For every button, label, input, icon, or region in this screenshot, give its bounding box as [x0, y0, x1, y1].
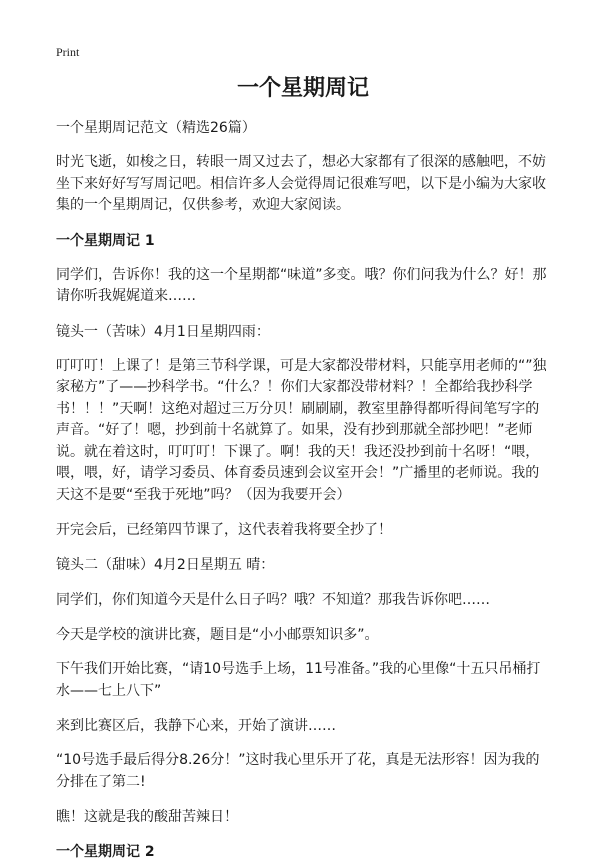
- paragraph: “10号选手最后得分8.26分！”这时我心里乐开了花，真是无法形容！因为我的分排在了第二!: [56, 752, 540, 790]
- page-title: 一个星期周记: [236, 76, 369, 101]
- paragraph: 今天是学校的演讲比赛，题目是“小小邮票知识多”。: [56, 627, 379, 643]
- paragraph: 瞧！这就是我的酸甜苦辣日！: [56, 809, 238, 825]
- section-heading-1: 一个星期周记 1: [56, 232, 155, 249]
- scene-heading: 镜头一（苦味）4月1日星期四雨：: [56, 323, 270, 340]
- paragraph: 来到比赛区后，我静下心来，开始了演讲……: [56, 718, 336, 734]
- print-link[interactable]: Print: [56, 45, 80, 59]
- scene-heading: 镜头二（甜味）4月2日星期五 晴：: [56, 557, 275, 573]
- intro-paragraph: 时光飞逝，如梭之日，转眼一周又过去了，想必大家都有了很深的感触吧，不妨坐下来好好写写周记吧。相信许多人会觉得周记很难写吧，以下是小编为大家收集的一个星期周记，仅供参考，欢迎大家阅读。: [56, 154, 546, 213]
- paragraph: 同学们，你们知道今天是什么日子吗？哦？不知道？那我告诉你吧……: [56, 592, 490, 608]
- section-heading-2: 一个星期周记 2: [56, 844, 155, 860]
- paragraph: 开完会后，已经第四节课了，这代表着我将要全抄了！: [56, 522, 392, 538]
- paragraph: 同学们，告诉你！我的这一个星期都“味道”多变。哦？你们问我为什么？好！那请你听我娓娓道来……: [56, 266, 547, 304]
- document-subtitle: 一个星期周记范文（精选26篇）: [56, 120, 256, 136]
- paragraph: 叮叮叮！上课了！是第三节科学课，可是大家都没带材料，只能享用老师的“”独家秘方”了——抄科学书。“什么？！你们大家都没带材料？！全都给我抄科学书！！！”天啊！这绝对超过三万分贝！刷刷刷，教室里静得都听得间笔写字的声音。“好了！嗯，抄到前十名就算了。如果，没有抄到那就全部抄吧！”老师说。就在着这时，叮叮叮！下课了。啊！我的天！我还没抄到前十名呀！“喂，喂，喂，好，请学习委员、体育委员速到会议室开会！”广播里的老师说。我的天这不是要“至我于死地”吗？（因为我要开会）: [56, 357, 547, 503]
- paragraph: 下午我们开始比赛，“请10号选手上场，11号准备。”我的心里像“十五只吊桶打水——七上八下”: [56, 661, 541, 699]
